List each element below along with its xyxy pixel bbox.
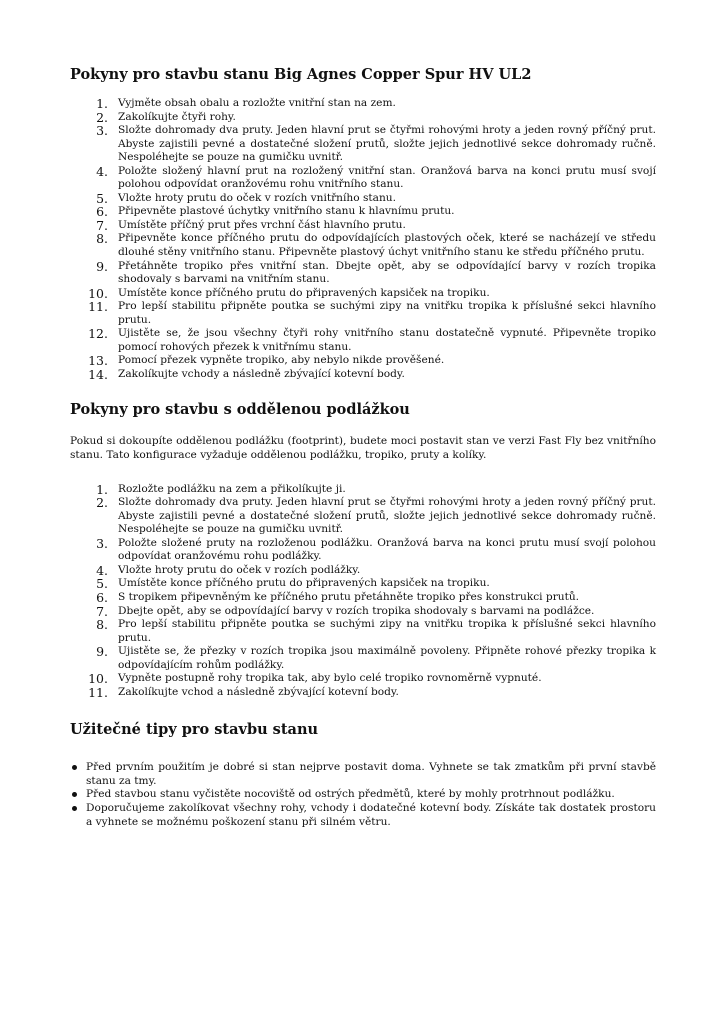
list-item bbox=[70, 192, 656, 206]
list-item bbox=[70, 577, 656, 591]
list-item bbox=[70, 165, 656, 192]
step-number: 8. bbox=[96, 617, 108, 633]
list-item bbox=[70, 287, 656, 301]
step-number: 10. bbox=[88, 285, 108, 301]
tips-list bbox=[70, 761, 656, 829]
section-title-tent-setup: Pokyny pro stavbu stanu Big Agnes Copper Spur HV UL2 bbox=[70, 66, 532, 83]
step-number: 8. bbox=[96, 231, 108, 247]
step-number: 2. bbox=[96, 495, 108, 511]
step-text: Vyjměte obsah obalu a rozložte vnitřní stan na zem. bbox=[118, 97, 396, 109]
step-text: Ujistěte se, že přezky v rozích tropika jsou maximálně povoleny. Připněte rohové přezky tropika k odpovídajícím rohům podlážky. bbox=[118, 645, 656, 671]
step-text: Dbejte opět, aby se odpovídající barvy v rozích tropika shodovaly s barvami na podlážce. bbox=[118, 604, 595, 617]
list-item bbox=[70, 97, 656, 111]
footprint-steps-list bbox=[70, 483, 656, 700]
step-number: 10. bbox=[88, 671, 108, 687]
list-item bbox=[70, 368, 656, 382]
list-item bbox=[70, 496, 656, 537]
list-item bbox=[70, 232, 656, 259]
step-number: 7. bbox=[96, 603, 108, 619]
list-item bbox=[70, 260, 656, 287]
step-number: 4. bbox=[96, 562, 108, 578]
step-text: Pro lepší stabilitu připněte poutka se suchými zipy na vnitřku tropika k příslušné sekci hlavního prutu. bbox=[118, 618, 656, 644]
step-number: 11. bbox=[88, 684, 108, 700]
section-title-footprint-setup: Pokyny pro stavbu s oddělenou podlážkou bbox=[70, 401, 410, 419]
list-item bbox=[70, 300, 656, 327]
step-number: 7. bbox=[96, 217, 108, 233]
step-text: Připevněte plastové úchytky vnitřního stanu k hlavnímu prutu. bbox=[118, 205, 455, 218]
step-number: 1. bbox=[96, 481, 108, 497]
list-item bbox=[70, 618, 656, 645]
list-item bbox=[70, 124, 656, 165]
list-item bbox=[70, 205, 656, 219]
step-text: Zakolíkujte vchody a následně zbývající kotevní body. bbox=[118, 367, 405, 380]
step-text: Složte dohromady dva pruty. Jeden hlavní prut se čtyřmi rohovými hroty a jeden rovný příčný prut. Abyste zajistili pevné a dostatečné složení prutů, složte jejich jednotlivé sekce dohromady ručně. Nespoléhejte se pouze na gumičku uvnitř. bbox=[118, 124, 656, 164]
list-item bbox=[70, 111, 656, 125]
bullet-icon bbox=[72, 792, 77, 797]
step-number: 5. bbox=[96, 576, 108, 592]
list-item bbox=[70, 564, 656, 578]
list-item bbox=[70, 672, 656, 686]
step-text: Vypněte postupně rohy tropika tak, aby bylo celé tropiko rovnoměrně vypnuté. bbox=[118, 672, 542, 685]
step-text: Zakolíkujte čtyři rohy. bbox=[118, 110, 236, 123]
step-number: 1. bbox=[96, 96, 108, 111]
list-item bbox=[70, 354, 656, 368]
list-item bbox=[70, 605, 656, 619]
tip-text: Doporučujeme zakolíkovat všechny rohy, vchody i dodatečné kotevní body. Získáte tak dostatek prostoru a vyhnete se možnému poškození stanu při silném větru. bbox=[86, 801, 656, 828]
step-number: 9. bbox=[96, 644, 108, 660]
tip-item bbox=[70, 788, 656, 802]
step-number: 3. bbox=[96, 123, 108, 139]
bullet-icon bbox=[72, 765, 77, 770]
step-text: Přetáhněte tropiko přes vnitřní stan. Dbejte opět, aby se odpovídající barvy v rozích tropika shodovaly s barvami na vnitřním stanu. bbox=[118, 259, 656, 286]
setup-steps-list bbox=[70, 97, 656, 381]
list-item bbox=[70, 686, 656, 700]
step-text: Umístěte konce příčného prutu do připravených kapsiček na tropiku. bbox=[118, 286, 490, 299]
step-number: 6. bbox=[96, 589, 108, 605]
step-number: 11. bbox=[88, 299, 108, 315]
step-text: Pomocí přezek vypněte tropiko, aby nebylo nikde prověšené. bbox=[118, 354, 445, 367]
step-number: 2. bbox=[96, 109, 108, 125]
bullet-icon bbox=[72, 806, 77, 811]
step-text: Složte dohromady dva pruty. Jeden hlavní prut se čtyřmi rohovými hroty a jeden rovný příčný prut. Abyste zajistili pevné a dostatečné složení prutů, složte jejich jednotlivé sekce dohromady ručně. Nespoléhejte se pouze na gumičku uvnitř. bbox=[118, 496, 656, 536]
list-item bbox=[70, 591, 656, 605]
step-text: S tropikem připevněným ke příčného prutu přetáhněte tropiko přes konstrukci prutů. bbox=[118, 590, 580, 603]
step-text: Ujistěte se, že jsou všechny čtyři rohy vnitřního stanu dostatečně vypnuté. Připevněte tropiko pomocí rohových přezek k vnitřnímu stanu. bbox=[118, 327, 656, 353]
list-item bbox=[70, 645, 656, 672]
step-text: Rozložte podlážku na zem a přikolíkujte ji. bbox=[118, 482, 346, 495]
step-number: 13. bbox=[88, 353, 108, 369]
list-item bbox=[70, 483, 656, 497]
tip-item bbox=[70, 802, 656, 829]
step-text: Umístěte konce příčného prutu do připravených kapsiček na tropiku. bbox=[118, 577, 490, 590]
step-text: Vložte hroty prutu do oček v rozích vnitřního stanu. bbox=[118, 191, 396, 204]
step-text: Položte složené pruty na rozloženou podlážku. Oranžová barva na konci prutu musí svojí polohou odpovídat oranžovému rohu podlážky. bbox=[118, 536, 656, 563]
list-item bbox=[70, 327, 656, 354]
tip-text: Před stavbou stanu vyčistěte nocoviště od ostrých předmětů, které by mohly protrhnout podlážku. bbox=[86, 788, 615, 801]
step-text: Připevněte konce příčného prutu do odpovídajících plastových oček, které se nacházejí ve středu dlouhé stěny vnitřního stanu. Připevněte plastový úchyt vnitřního stanu ke středu příčného prutu. bbox=[118, 232, 656, 259]
list-item bbox=[70, 537, 656, 564]
list-item bbox=[70, 219, 656, 233]
step-number: 9. bbox=[96, 258, 108, 274]
step-text: Pro lepší stabilitu připněte poutka se suchými zipy na vnitřku tropika k příslušné sekci hlavního prutu. bbox=[118, 300, 656, 326]
step-number: 4. bbox=[96, 163, 108, 179]
step-number: 3. bbox=[96, 535, 108, 551]
step-number: 14. bbox=[88, 366, 108, 382]
step-text: Položte složený hlavní prut na rozložený vnitřní stan. Oranžová barva na konci prutu musí svojí polohou odpovídat oranžovému rohu vnitřního stanu. bbox=[118, 164, 656, 191]
step-number: 12. bbox=[88, 326, 108, 342]
step-text: Zakolíkujte vchod a následně zbývající kotevní body. bbox=[118, 685, 399, 698]
footprint-intro-paragraph: Pokud si dokoupíte oddělenou podlážku (footprint), budete moci postavit stan ve verzi Fast Fly bez vnitřního stanu. Tato konfigurace vyžaduje oddělenou podlážku, tropiko, pruty a kolíky. bbox=[70, 435, 656, 462]
tip-text: Před prvním použitím je dobré si stan nejprve postavit doma. Vyhnete se tak zmatkům při první stavbě stanu za tmy. bbox=[86, 761, 656, 787]
tip-item bbox=[70, 761, 656, 788]
step-number: 6. bbox=[96, 204, 108, 220]
step-text: Vložte hroty prutu do oček v rozích podlážky. bbox=[118, 563, 361, 576]
step-text: Umístěte příčný prut přes vrchní část hlavního prutu. bbox=[118, 218, 406, 231]
step-number: 5. bbox=[96, 190, 108, 206]
section-title-tips: Užitečné tipy pro stavbu stanu bbox=[70, 721, 319, 739]
